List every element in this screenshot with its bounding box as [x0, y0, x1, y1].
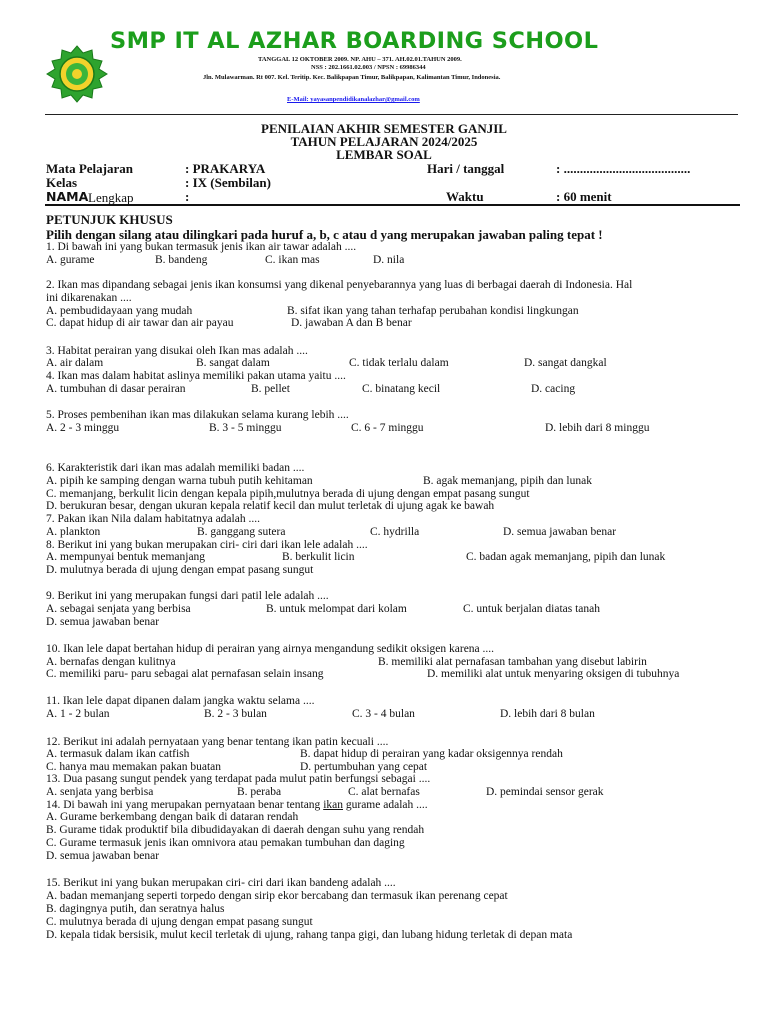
option-14b[interactable]: B. Gurame tidak produktif bila dibudidayakan di daerah dengan suhu yang rendah — [46, 824, 425, 836]
exam-sheet: LEMBAR SOAL — [336, 147, 432, 162]
option-3a[interactable]: A. air dalam — [46, 357, 104, 369]
subject-label: Mata Pelajaran — [46, 161, 134, 176]
option-7c[interactable]: C. hydrilla — [370, 526, 420, 538]
option-7d[interactable]: D. semua jawaban benar — [503, 526, 617, 538]
question-14-pre: 14. Di bawah ini yang merupakan pernyataan benar tentang — [46, 799, 324, 811]
question-2-cont: ini dikarenakan .... — [46, 292, 132, 304]
option-12b[interactable]: B. dapat hidup di perairan yang kadar oksigennya rendah — [300, 748, 563, 760]
exam-title: PENILAIAN AKHIR SEMESTER GANJIL — [261, 121, 507, 136]
option-7a[interactable]: A. plankton — [46, 526, 101, 538]
option-8c[interactable]: C. badan agak memanjang, pipih dan lunak — [466, 551, 666, 563]
option-2c[interactable]: C. dapat hidup di air tawar dan air payau — [46, 317, 234, 329]
nss-line: NSS : 202.1661.02.003 / NPSN : 69986344 — [311, 64, 426, 71]
option-5b[interactable]: B. 3 - 5 minggu — [209, 422, 282, 434]
option-9b[interactable]: B. untuk melompat dari kolam — [266, 603, 407, 615]
option-9d[interactable]: D. semua jawaban benar — [46, 616, 160, 628]
option-15a[interactable]: A. badan memanjang seperti torpedo dengan sirip ekor bercabang dan termasuk ikan perenang cepat — [46, 890, 508, 902]
question-11: 11. Ikan lele dapat dipanen dalam jangka waktu selama .... — [46, 695, 315, 707]
legal-line: TANGGAL 12 OKTOBER 2009. NP. AHU – 371. AH.02.01.TAHUN 2009. — [258, 56, 462, 63]
option-3b[interactable]: B. sangat dalam — [196, 357, 270, 369]
option-10d[interactable]: D. memiliki alat untuk menyaring oksigen di tubuhnya — [427, 668, 680, 680]
question-2: 2. Ikan mas dipandang sebagai jenis ikan konsumsi yang dikenal penyebarannya yang luas di berbagai daerah di Indonesia. Hal — [46, 279, 633, 291]
option-1b[interactable]: B. bandeng — [155, 254, 208, 266]
option-2b[interactable]: B. sifat ikan yang tahan terhafap perubahan kondisi lingkungan — [287, 305, 579, 317]
option-6b[interactable]: B. agak memanjang, pipih dan lunak — [423, 475, 592, 487]
option-13c[interactable]: C. alat bernafas — [348, 786, 420, 798]
option-8d[interactable]: D. mulutnya berada di ujung dengan empat pasang sungut — [46, 564, 314, 576]
option-12a[interactable]: A. termasuk dalam ikan catfish — [46, 748, 190, 760]
question-15: 15. Berikut ini yang bukan merupakan ciri- ciri dari ikan bandeng adalah .... — [46, 877, 396, 889]
option-11a[interactable]: A. 1 - 2 bulan — [46, 708, 110, 720]
option-14d[interactable]: D. semua jawaban benar — [46, 850, 160, 862]
address-line: Jln. Mulawarman. Rt 007. Kel. Teritip. Kec. Balikpapan Timur, Balikpapan, Kalimantan Timur, Indonesia. — [203, 74, 501, 81]
option-9a[interactable]: A. sebagai senjata yang berbisa — [46, 603, 191, 615]
info-divider — [45, 204, 740, 206]
school-name: SMP IT AL AZHAR BOARDING SCHOOL — [110, 28, 599, 54]
option-3d[interactable]: D. sangat dangkal — [524, 357, 607, 369]
option-10a[interactable]: A. bernafas dengan kulitnya — [46, 656, 176, 668]
question-12: 12. Berikut ini adalah pernyataan yang benar tentang ikan patin kecuali .... — [46, 736, 389, 748]
option-12d[interactable]: D. pertumbuhan yang cepat — [300, 761, 428, 773]
option-6a[interactable]: A. pipih ke samping dengan warna tubuh putih kehitaman — [46, 475, 313, 487]
date-label: Hari / tanggal — [427, 161, 505, 176]
name-label-lengkap: Lengkap — [88, 190, 134, 205]
option-4d[interactable]: D. cacing — [531, 383, 576, 395]
option-6c[interactable]: C. memanjang, berkulit licin dengan kepala pipih,mulutnya berada di ujung dengan empat pasang sungut — [46, 488, 530, 500]
option-10b[interactable]: B. memiliki alat pernafasan tambahan yang disebut labirin — [378, 656, 647, 668]
header-divider — [45, 114, 738, 115]
option-14a[interactable]: A. Gurame berkembang dengan baik di dataran rendah — [46, 811, 299, 823]
option-5c[interactable]: C. 6 - 7 minggu — [351, 422, 424, 434]
option-15d[interactable]: D. kepala tidak bersisik, mulut kecil terletak di ujung, rahang tanpa gigi, dan lubang hidung terletak di depan mata — [46, 929, 573, 941]
option-13a[interactable]: A. senjata yang berbisa — [46, 786, 154, 798]
question-9: 9. Berikut ini yang merupakan fungsi dari patil lele adalah .... — [46, 590, 329, 602]
option-4c[interactable]: C. binatang kecil — [362, 383, 441, 395]
option-12c[interactable]: C. hanya mau memakan pakan buatan — [46, 761, 221, 773]
question-10: 10. Ikan lele dapat bertahan hidup di perairan yang airnya mengandung sedikit oksigen karena .... — [46, 643, 495, 655]
school-logo-icon — [44, 45, 110, 103]
instructions-text: Pilih dengan silang atau dilingkari pada huruf a, b, c atau d yang merupakan jawaban paling tepat ! — [46, 227, 603, 242]
question-14-post: gurame adalah .... — [343, 799, 428, 811]
name-value: : — [185, 189, 190, 204]
option-9c[interactable]: C. untuk berjalan diatas tanah — [463, 603, 601, 615]
class-value: : IX (Sembilan) — [185, 175, 271, 190]
question-14-underlined: ikan — [323, 799, 343, 811]
option-2a[interactable]: A. pembudidayaan yang mudah — [46, 305, 193, 317]
option-1a[interactable]: A. gurame — [46, 254, 95, 266]
option-13d[interactable]: D. pemindai sensor gerak — [486, 786, 604, 798]
option-5d[interactable]: D. lebih dari 8 minggu — [545, 422, 650, 434]
time-value: : 60 menit — [556, 189, 612, 204]
option-11c[interactable]: C. 3 - 4 bulan — [352, 708, 415, 720]
exam-year: TAHUN PELAJARAN 2024/2025 — [290, 134, 478, 149]
option-11d[interactable]: D. lebih dari 8 bulan — [500, 708, 595, 720]
question-5: 5. Proses pembenihan ikan mas dilakukan selama kurang lebih .... — [46, 409, 349, 421]
time-label: Waktu — [446, 189, 484, 204]
option-8b[interactable]: B. berkulit licin — [282, 551, 355, 563]
class-label: Kelas — [46, 175, 78, 190]
option-4b[interactable]: B. pellet — [251, 383, 290, 395]
option-13b[interactable]: B. peraba — [237, 786, 282, 798]
name-label: NAMA — [46, 189, 89, 204]
option-11b[interactable]: B. 2 - 3 bulan — [204, 708, 267, 720]
email-link[interactable]: E-Mail: yayasanpendidikanalazhar@gmail.com — [287, 96, 420, 103]
option-4a[interactable]: A. tumbuhan di dasar perairan — [46, 383, 186, 395]
option-15c[interactable]: C. mulutnya berada di ujung dengan empat pasang sungut — [46, 916, 313, 928]
question-7: 7. Pakan ikan Nila dalam habitatnya adalah .... — [46, 513, 260, 525]
option-2d[interactable]: D. jawaban A dan B benar — [291, 317, 412, 329]
question-8: 8. Berikut ini yang bukan merupakan ciri- ciri dari ikan lele adalah .... — [46, 539, 368, 551]
option-7b[interactable]: B. ganggang sutera — [197, 526, 286, 538]
question-1: 1. Di bawah ini yang bukan termasuk jenis ikan air tawar adalah .... — [46, 241, 357, 253]
option-15b[interactable]: B. dagingnya putih, dan seratnya halus — [46, 903, 225, 915]
option-8a[interactable]: A. mempunyai bentuk memanjang — [46, 551, 206, 563]
question-13: 13. Dua pasang sungut pendek yang terdapat pada mulut patin berfungsi sebagai .... — [46, 773, 431, 785]
question-4: 4. Ikan mas dalam habitat aslinya memiliki pakan utama yaitu .... — [46, 370, 346, 382]
instructions-heading: PETUNJUK KHUSUS — [46, 212, 173, 227]
option-6d[interactable]: D. berukuran besar, dengan ukuran kepala relatif kecil dan mulut terletak di ujung agak ke bawah — [46, 500, 495, 512]
option-14c[interactable]: C. Gurame termasuk jenis ikan omnivora atau pemakan tumbuhan dan daging — [46, 837, 405, 849]
option-5a[interactable]: A. 2 - 3 minggu — [46, 422, 120, 434]
question-3: 3. Habitat perairan yang disukai oleh Ikan mas adalah .... — [46, 345, 308, 357]
option-1d[interactable]: D. nila — [373, 254, 405, 266]
subject-value: : PRAKARYA — [185, 161, 266, 176]
option-10c[interactable]: C. memiliki paru- paru sebagai alat pernafasan selain insang — [46, 668, 324, 680]
date-value: : ....................................... — [556, 161, 691, 176]
option-1c[interactable]: C. ikan mas — [265, 254, 320, 266]
option-3c[interactable]: C. tidak terlalu dalam — [349, 357, 449, 369]
question-14 — [46, 799, 428, 811]
question-6: 6. Karakteristik dari ikan mas adalah memiliki badan .... — [46, 462, 305, 474]
